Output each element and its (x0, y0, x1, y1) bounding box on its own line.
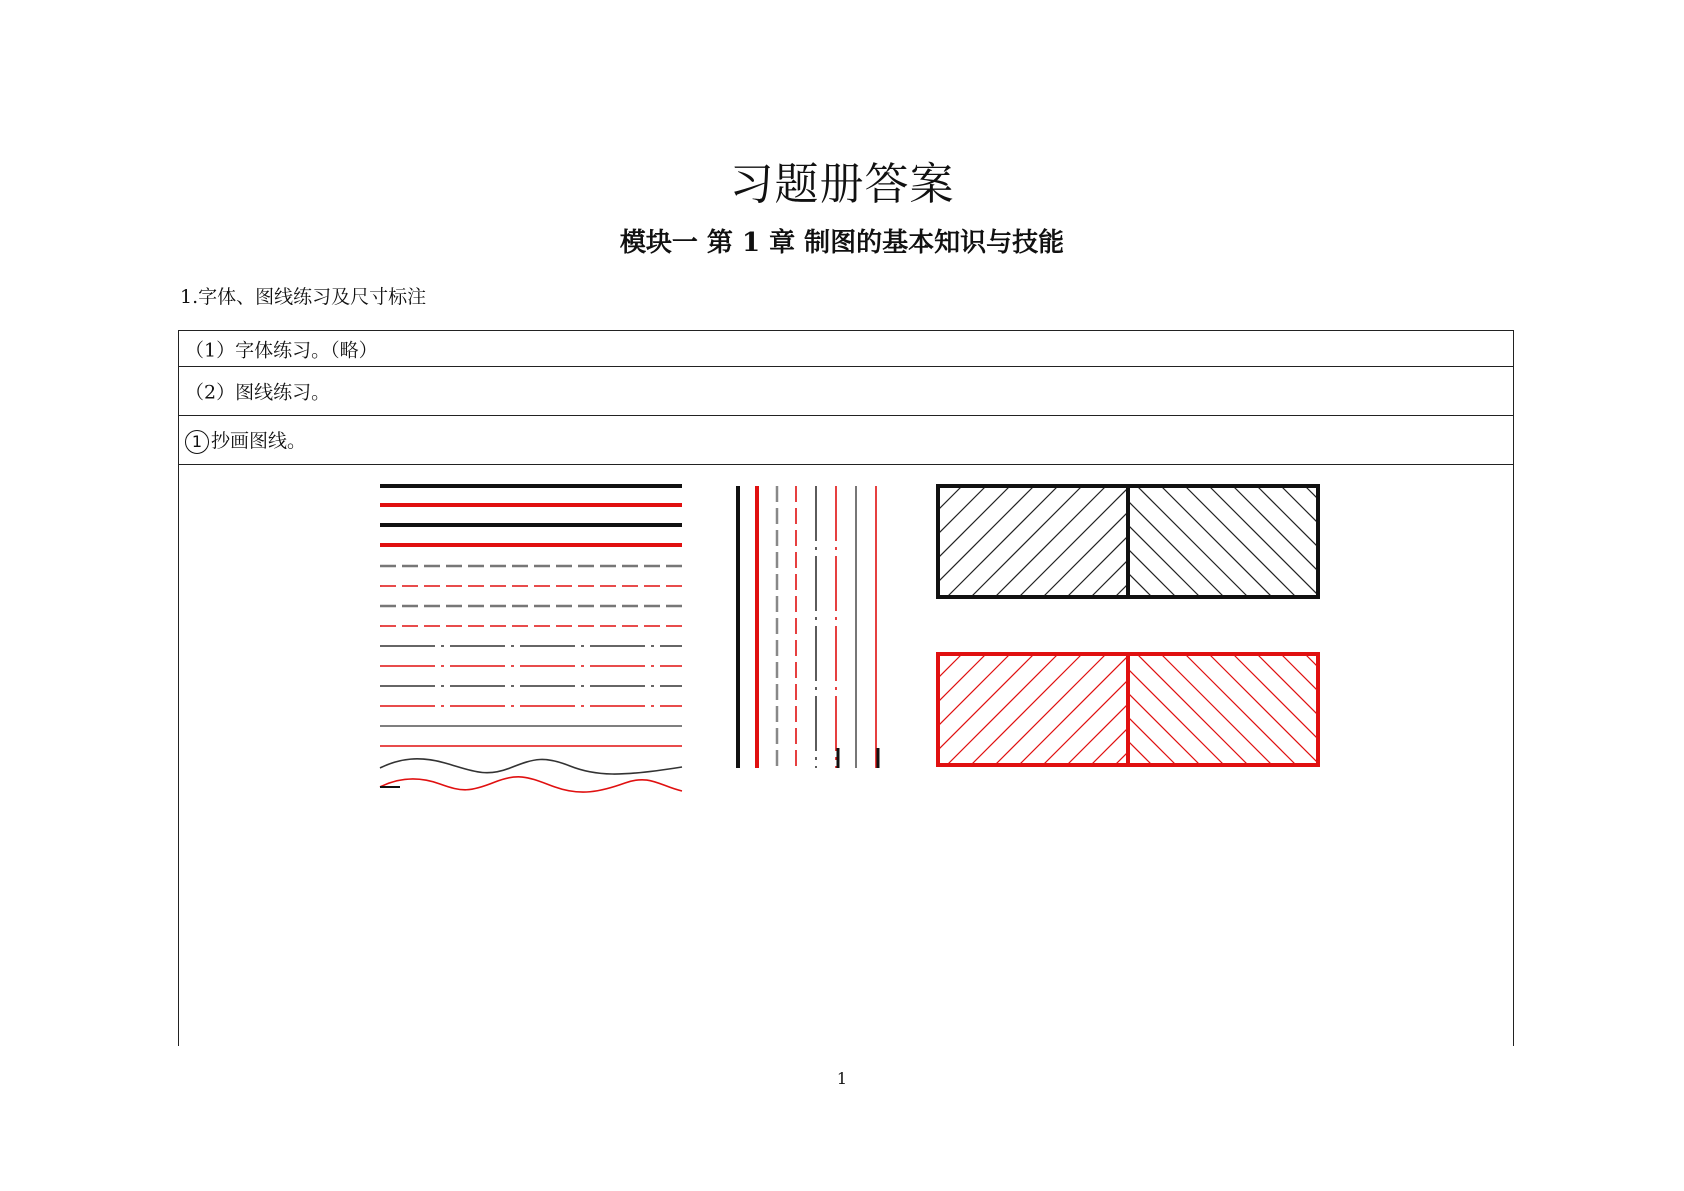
hatch-line (1377, 486, 1488, 597)
hatch-line (1233, 486, 1344, 597)
hatch-line (899, 654, 1010, 765)
hatch-line (1211, 654, 1322, 765)
wavy-line-black (380, 759, 682, 774)
hatch-line (827, 486, 938, 597)
wavy-line-red (380, 777, 682, 792)
hatch-line (1377, 654, 1488, 765)
hatch-line (1211, 486, 1322, 597)
hatch-line (1161, 486, 1272, 597)
hatched-section-red (827, 654, 1536, 765)
hatch-line (947, 654, 1058, 765)
hatch-line (1139, 486, 1250, 597)
hatch-line (971, 486, 1082, 597)
hatch-line (1041, 486, 1152, 597)
hatch-line (1257, 486, 1368, 597)
hatch-line (1091, 654, 1202, 765)
hatch-line (1187, 486, 1298, 597)
hatch-line (1115, 486, 1226, 597)
hatch-line (1209, 486, 1320, 597)
hatch-line (1329, 654, 1440, 765)
row-label-line-practice: （2）图线练习。 (185, 381, 331, 404)
hatch-line (1305, 486, 1416, 597)
hatch-line (1137, 654, 1248, 765)
hatch-line (1017, 486, 1128, 597)
hatch-line (1401, 486, 1512, 597)
hatch-line (1115, 654, 1226, 765)
hatch-line (971, 654, 1082, 765)
hatch-line (875, 654, 986, 765)
document-title: 习题册答案 (729, 159, 955, 210)
horizontal-line-samples (380, 486, 682, 792)
hatch-line (1089, 486, 1200, 597)
hatch-line (1305, 654, 1416, 765)
vertical-line-samples (738, 486, 878, 768)
hatch-line (947, 486, 1058, 597)
hatch-line (851, 654, 962, 765)
hatch-line (1137, 486, 1248, 597)
hatch-line (1067, 654, 1178, 765)
hatch-line (995, 654, 1106, 765)
hatch-line (1187, 654, 1298, 765)
hatch-line (1185, 654, 1296, 765)
hatched-section-black (827, 486, 1536, 597)
hatch-line (1209, 654, 1320, 765)
row-label-font-practice: （1）字体练习。（略） (185, 339, 378, 361)
hatch-line (1065, 654, 1176, 765)
hatch-line (1065, 486, 1176, 597)
hatch-line (851, 486, 962, 597)
hatch-line (899, 486, 1010, 597)
hatch-line (1353, 486, 1464, 597)
hatch-line (875, 486, 986, 597)
hatch-line (1163, 486, 1274, 597)
section-heading: 1.字体、图线练习及尺寸标注 (180, 286, 427, 308)
hatch-line (1235, 654, 1346, 765)
hatch-line (1043, 654, 1154, 765)
row-label-text: 抄画图线。 (211, 430, 307, 452)
hatch-line (1017, 654, 1128, 765)
hatch-line (1281, 654, 1392, 765)
circled-number-marker: 1 (185, 430, 209, 454)
hatch-line (995, 486, 1106, 597)
hatch-line (1091, 486, 1202, 597)
hatch-line (1329, 486, 1440, 597)
hatch-line (1019, 654, 1130, 765)
hatch-line (1233, 654, 1344, 765)
hatch-line (1089, 654, 1200, 765)
hatch-line (1043, 486, 1154, 597)
hatch-line (1235, 486, 1346, 597)
chapter-subtitle: 模块一 第 1 章 制图的基本知识与技能 (619, 228, 1065, 258)
hatch-line (1281, 486, 1392, 597)
hatch-line (1163, 654, 1274, 765)
hatch-line (1019, 486, 1130, 597)
hatch-line (1185, 486, 1296, 597)
hatch-line (1353, 654, 1464, 765)
hatch-line (1067, 486, 1178, 597)
hatch-line (1401, 654, 1512, 765)
page-number: 1 (836, 1069, 848, 1088)
hatch-line (1257, 654, 1368, 765)
hatch-line (1161, 654, 1272, 765)
hatch-line (1139, 654, 1250, 765)
hatch-line (827, 654, 938, 765)
hatch-line (1041, 654, 1152, 765)
hatch-line (1425, 654, 1536, 765)
hatch-line (1425, 486, 1536, 597)
